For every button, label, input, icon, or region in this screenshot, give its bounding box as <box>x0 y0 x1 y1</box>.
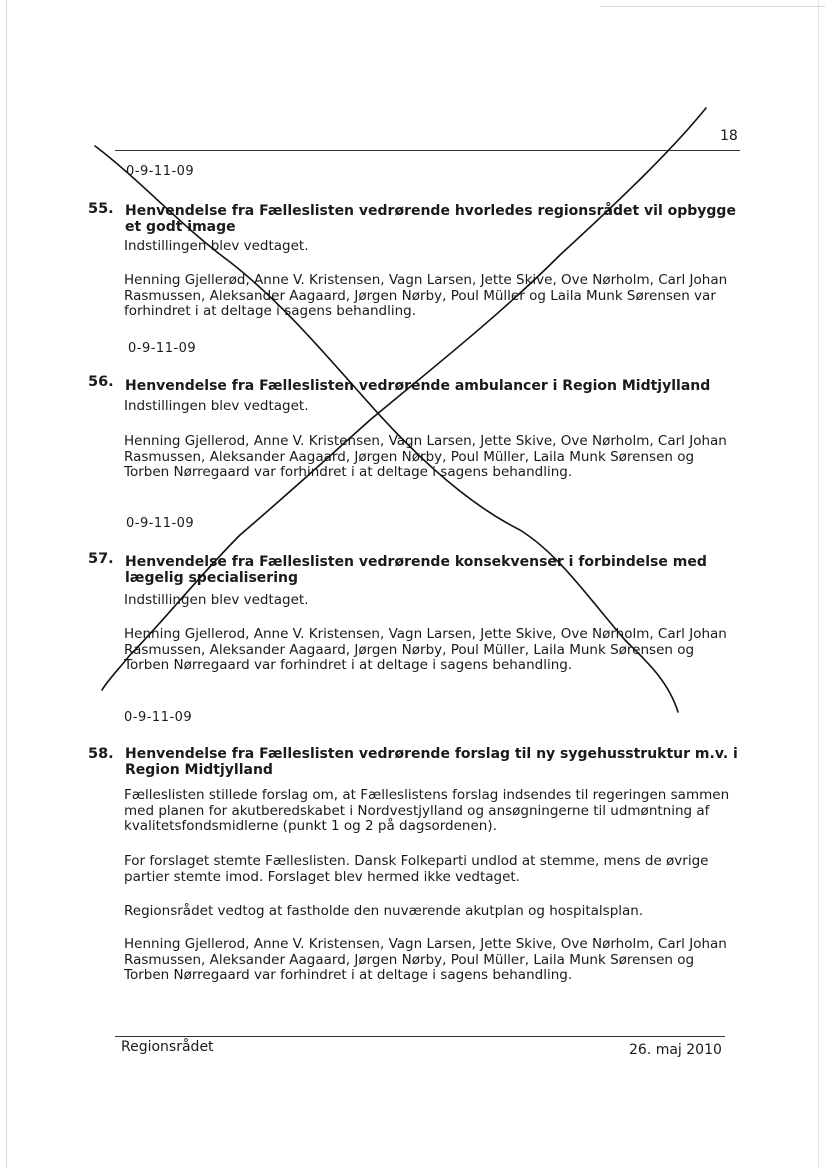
item-58-paragraph-1: Fælleslisten stillede forslag om, at Fælleslistens forslag indsendes til regeringen sammen med planen for akutberedskabet i Nordvestjylland og ansøgningerne til udmøntning af kvalitetsfondsmidlerne (punkt 1 og 2 på dagsordenen). <box>124 787 730 834</box>
item-58-paragraph-3: Regionsrådet vedtog at fastholde den nuværende akutplan og hospitalsplan. <box>124 903 644 919</box>
footer-organization: Regionsrådet <box>121 1039 214 1055</box>
item-57-number: 57. <box>88 551 114 567</box>
item-58-paragraph-4: Henning Gjellerod, Anne V. Kristensen, Vagn Larsen, Jette Skive, Ove Nørholm, Carl Johan Rasmussen, Aleksander Aagaard, Jørgen Nørby, Poul Müller, Laila Munk Sørensen og Torben Nørregaard var forhindret i at deltage i sagens behandling. <box>124 936 727 983</box>
item-57-absent: Henning Gjellerod, Anne V. Kristensen, Vagn Larsen, Jette Skive, Ove Nørholm, Carl Johan Rasmussen, Aleksander Aagaard, Jørgen Nørby, Poul Müller, Laila Munk Sørensen og Torben Nørregaard var forhindret i at deltage i sagens behandling. <box>124 626 727 673</box>
item-55-number: 55. <box>88 201 114 217</box>
scan-edge-top <box>600 6 825 7</box>
item-58-title: Henvendelse fra Fælleslisten vedrørende forslag til ny sygehusstruktur m.v. i Region Midtjylland <box>125 746 738 778</box>
item-56-resolution: Indstillingen blev vedtaget. <box>124 398 309 414</box>
footer-date: 26. maj 2010 <box>629 1042 722 1058</box>
item-58-paragraph-2: For forslaget stemte Fælleslisten. Dansk Folkeparti undlod at stemme, mens de øvrige partier stemte imod. Forslaget blev hermed ikke vedtaget. <box>124 853 709 885</box>
item-56-date: 0-9-11-09 <box>128 341 197 356</box>
item-55-title: Henvendelse fra Fælleslisten vedrørende hvorledes regionsrådet vil opbygge et godt image <box>125 203 736 235</box>
item-57-resolution: Indstillingen blev vedtaget. <box>124 592 309 608</box>
item-56-number: 56. <box>88 374 114 390</box>
header-rule <box>115 150 740 151</box>
item-58-number: 58. <box>88 746 114 762</box>
footer-rule <box>115 1036 725 1037</box>
item-55-resolution: Indstillingen blev vedtaget. <box>124 238 309 254</box>
page-number: 18 <box>720 128 738 144</box>
item-57-date: 0-9-11-09 <box>126 516 195 531</box>
item-55-date: 0-9-11-09 <box>126 164 195 179</box>
scan-edge-right <box>818 0 819 1168</box>
item-56-absent: Henning Gjellerod, Anne V. Kristensen, Vagn Larsen, Jette Skive, Ove Nørholm, Carl Johan Rasmussen, Aleksander Aagaard, Jørgen Nørby, Poul Müller, Laila Munk Sørensen og Torben Nørregaard var forhindret i at deltage i sagens behandling. <box>124 433 727 480</box>
item-57-title: Henvendelse fra Fælleslisten vedrørende konsekvenser i forbindelse med lægelig specialisering <box>125 554 707 586</box>
item-55-absent: Henning Gjellerød, Anne V. Kristensen, Vagn Larsen, Jette Skive, Ove Nørholm, Carl Johan Rasmussen, Aleksander Aagaard, Jørgen Nørby, Poul Müller og Laila Munk Sørensen var forhindret i at deltage i sagens behandling. <box>124 272 728 319</box>
scan-edge-left <box>6 0 7 1168</box>
item-56-title: Henvendelse fra Fælleslisten vedrørende ambulancer i Region Midtjylland <box>125 378 711 394</box>
item-58-date: 0-9-11-09 <box>124 710 193 725</box>
